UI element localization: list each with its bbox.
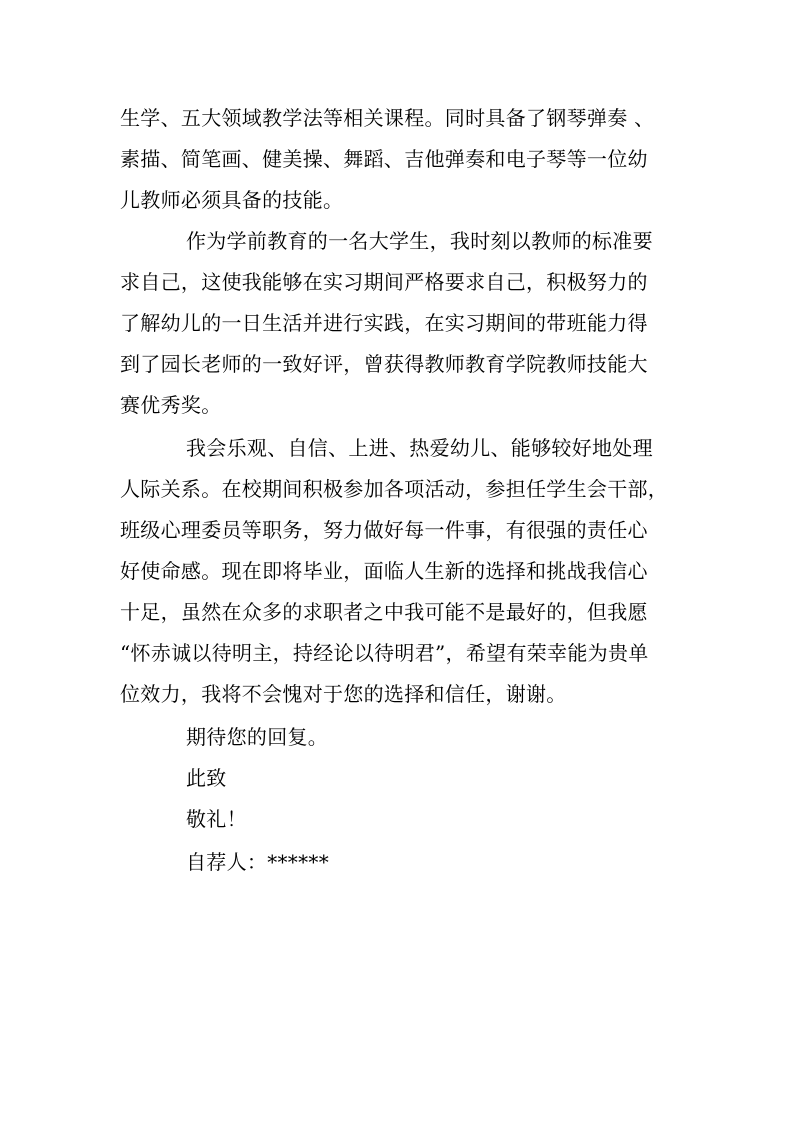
salutation-line-2: 敬礼！ <box>186 807 247 831</box>
text-line: 素描、简笔画、健美操、舞蹈、吉他弹奏和电子琴等一位幼 <box>120 147 648 171</box>
text-line: 赛优秀奖。 <box>120 393 222 417</box>
text-line: 我会乐观、自信、上进、热爱幼儿、能够较好地处理 <box>186 436 653 460</box>
salutation-line-1: 此致 <box>186 766 227 790</box>
text-line: 班级心理委员等职务，努力做好每一件事，有很强的责任心 <box>120 518 648 542</box>
text-line: 生学、五大领域教学法等相关课程。同时具备了钢琴弹奏 、 <box>120 106 655 130</box>
text-line: 到了园长老师的一致好评，曾获得教师教育学院教师技能大 <box>120 352 648 376</box>
text-line: 了解幼儿的一日生活并进行实践，在实习期间的带班能力得 <box>120 311 648 335</box>
text-line: 作为学前教育的一名大学生，我时刻以教师的标准要 <box>186 229 653 253</box>
text-line: 求自己，这使我能够在实习期间严格要求自己，积极努力的 <box>120 270 648 294</box>
text-line: 位效力，我将不会愧对于您的选择和信任，谢谢。 <box>120 682 567 706</box>
text-line: 人际关系。在校期间积极参加各项活动，参担任学生会干部， <box>120 477 669 501</box>
text-line: “怀赤诚以待明主，持经论以待明君”，希望有荣幸能为贵单 <box>120 641 649 665</box>
text-line: 好使命感。现在即将毕业，面临人生新的选择和挑战我信心 <box>120 559 648 583</box>
signature-line: 自荐人：****** <box>186 850 329 874</box>
text-line: 儿教师必须具备的技能。 <box>120 188 344 212</box>
closing-line: 期待您的回复。 <box>186 725 329 749</box>
text-line: 十足，虽然在众多的求职者之中我可能不是最好的，但我愿 <box>120 600 648 624</box>
